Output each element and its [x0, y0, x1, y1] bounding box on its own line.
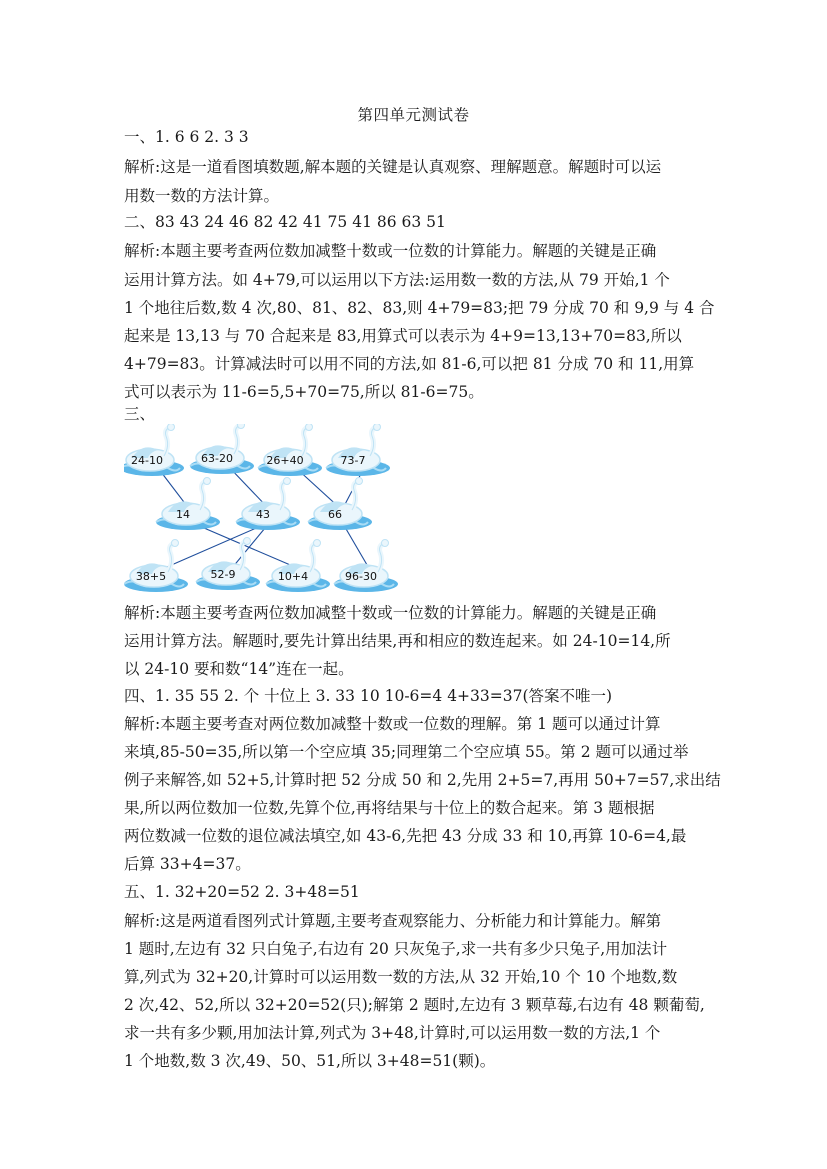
analysis-text: 1 个地往后数,数 4 次,80、81、82、83,则 4+79=83;把 79 分成 70 和 9,9 与 4 合 — [124, 299, 715, 317]
swan-expression — [258, 424, 322, 476]
answer-section-4: 四、1. 35 55 2. 个 十位上 3. 33 10 10-6=4 4+33=37(答案不唯一) — [124, 687, 613, 705]
swan-label: 43 — [256, 508, 270, 521]
analysis-text: 4+79=83。计算减法时可以用不同的方法,如 81-6,可以把 81 分成 70 和 11,用算 — [124, 355, 695, 373]
swan-label: 52-9 — [210, 568, 236, 581]
analysis-text: 解析:这是两道看图列式计算题,主要考查观察能力、分析能力和计算能力。解第 — [124, 912, 662, 930]
swan-number — [236, 478, 300, 531]
match-line — [190, 522, 302, 570]
analysis-text: 例子来解答,如 52+5,计算时把 52 分成 50 和 2,先用 2+5=7,再用 50+7=57,求出结 — [124, 771, 721, 789]
analysis-text: 运用计算方法。解题时,要先计算出结果,再和相应的数连起来。如 24-10=14,所 — [124, 632, 671, 650]
analysis-text: 果,所以两位数加一位数,先算个位,再将结果与十位上的数合起来。第 3 题根据 — [124, 799, 655, 817]
analysis-text: 解析:这是一道看图填数题,解本题的关键是认真观察、理解题意。解题时可以运 — [124, 158, 662, 176]
answer-section-5: 五、1. 32+20=52 2. 3+48=51 — [124, 883, 360, 901]
analysis-text: 用数一数的方法计算。 — [124, 187, 280, 205]
swan-expression — [266, 540, 330, 593]
analysis-text: 来填,85-50=35,所以第一个空应填 35;同理第二个空应填 55。第 2 题可以通过举 — [124, 743, 689, 761]
answer-section-1: 一、1. 6 6 2. 3 3 — [124, 128, 249, 146]
analysis-text: 2 次,42、52,所以 32+20=52(只);解第 2 题时,左边有 3 颗草莓,右边有 48 颗葡萄, — [124, 996, 705, 1014]
swan-label: 10+4 — [277, 570, 309, 583]
page-title: 第四单元测试卷 — [357, 106, 470, 124]
analysis-text: 解析:本题主要考查对两位数加减整十数或一位数的理解。第 1 题可以通过计算 — [124, 715, 661, 733]
swan-label: 66 — [328, 508, 342, 521]
analysis-text: 式可以表示为 11-6=5,5+70=75,所以 81-6=75。 — [124, 383, 484, 401]
answer-section-2: 二、83 43 24 46 82 42 41 75 41 86 63 51 — [124, 213, 446, 231]
swan-label: 73-7 — [340, 454, 366, 467]
swan-label: 26+40 — [266, 454, 304, 467]
swan-number — [156, 478, 220, 531]
answer-section-3: 三、 — [124, 405, 156, 423]
analysis-text: 后算 33+4=37。 — [124, 855, 251, 873]
analysis-text: 1 个地数,数 3 次,49、50、51,所以 3+48=51(颗)。 — [124, 1052, 496, 1070]
swan-expression — [326, 424, 390, 476]
swan-expression — [124, 540, 188, 593]
analysis-text: 1 题时,左边有 32 只白兔子,右边有 20 只灰兔子,求一共有多少只兔子,用加法计 — [124, 940, 668, 958]
analysis-text: 解析:本题主要考查两位数加减整十数或一位数的计算能力。解题的关键是正确 — [124, 604, 657, 622]
swan-label: 96-30 — [345, 570, 377, 583]
swan-expression — [190, 424, 254, 474]
swan-label: 63-20 — [201, 452, 233, 465]
analysis-text: 起来是 13,13 与 70 合起来是 83,用算式可以表示为 4+9=13,13+70=83,所以 — [124, 327, 682, 345]
analysis-text: 两位数减一位数的退位减法填空,如 43-6,先把 43 分成 33 和 10,再算 10-6=4,最 — [124, 827, 687, 845]
swan-label: 38+5 — [135, 570, 167, 583]
swan-matching-figure — [124, 424, 412, 594]
analysis-text: 解析:本题主要考查两位数加减整十数或一位数的计算能力。解题的关键是正确 — [124, 242, 657, 260]
analysis-text: 求一共有多少颗,用加法计算,列式为 3+48,计算时,可以运用数一数的方法,1 个 — [124, 1024, 661, 1042]
swan-expression — [334, 540, 398, 593]
analysis-text: 以 24-10 要和数“14”连在一起。 — [124, 660, 354, 678]
swan-label: 24-10 — [131, 454, 163, 467]
analysis-text: 运用计算方法。如 4+79,可以运用以下方法:运用数一数的方法,从 79 开始,1 个 — [124, 271, 670, 289]
swan-expression — [124, 424, 184, 476]
swan-label: 14 — [176, 508, 190, 521]
swan-number — [308, 478, 372, 531]
analysis-text: 算,列式为 32+20,计算时可以运用数一数的方法,从 32 开始,10 个 10 个地数,数 — [124, 968, 678, 986]
